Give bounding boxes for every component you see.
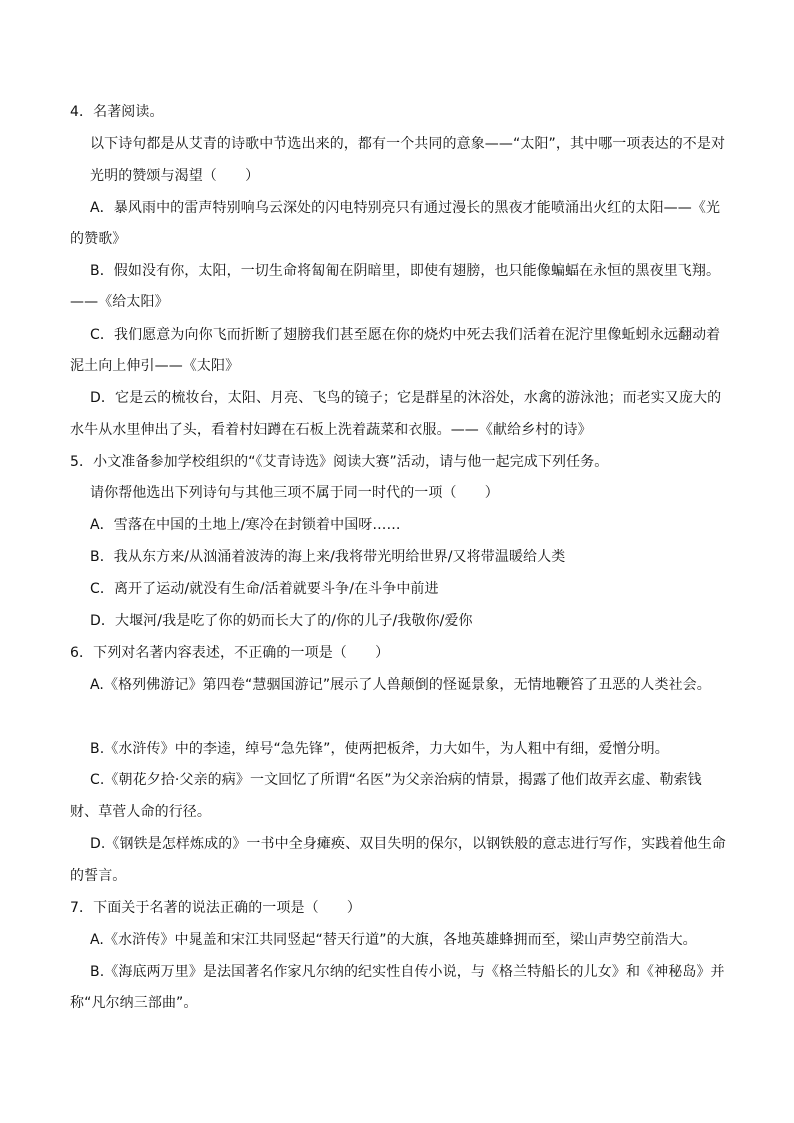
q6-option-a: A.《格列佛游记》第四卷“慧骃国游记”展示了人兽颠倒的怪诞景象，无情地鞭笞了丑恶的人类社会。 xyxy=(90,677,711,693)
q4-option-c-line2: 泥土向上伸引——《太阳》 xyxy=(70,358,240,374)
q5-title: 5．小文准备参加学校组织的“《艾青诗选》阅读大赛”活动，请与他一起完成下列任务。 xyxy=(70,454,609,470)
q4-option-b-line2: ——《给太阳》 xyxy=(70,294,169,310)
q6-option-c-line1: C.《朝花夕拾·父亲的病》一文回忆了所谓“名医”为父亲治病的情景，揭露了他们故弄玄虚、勒索钱 xyxy=(90,772,702,788)
q4-option-d-line2: 水牛从水里伸出了头，看着村妇蹲在石板上洗着蔬菜和衣服。——《献给乡村的诗》 xyxy=(70,422,592,438)
q7-title: 7．下面关于名著的说法正确的一项是（ ） xyxy=(70,900,362,916)
q7-option-b-line1: B.《海底两万里》是法国著名作家凡尔纳的纪实性自传小说，与《格兰特船长的儿女》和《神秘岛》并 xyxy=(90,964,725,980)
q4-option-d-line1: D．它是云的梳妆台，太阳、月亮、飞鸟的镜子；它是群星的沐浴处，水禽的游泳池；而老实又庞大的 xyxy=(90,390,722,406)
q5-option-a: A．雪落在中国的土地上/寒冷在封锁着中国呀…… xyxy=(90,517,401,533)
q6-option-d-line1: D.《钢铁是怎样炼成的》一书中全身瘫痪、双目失明的保尔，以钢铁般的意志进行写作，实践着他生命 xyxy=(90,836,726,852)
q6-title: 6．下列对名著内容表述，不正确的一项是（ ） xyxy=(70,645,390,661)
q4-stem-line2: 光明的赞颂与渴望（ ） xyxy=(90,168,260,184)
q5-option-b: B．我从东方来/从汹涌着波涛的海上来/我将带光明给世界/又将带温暖给人类 xyxy=(90,549,566,565)
q4-option-b-line1: B．假如没有你，太阳，一切生命将匐匍在阴暗里，即使有翅膀，也只能像蝙蝠在永恒的黑夜里飞翔。 xyxy=(90,263,721,279)
q7-option-b-line2: 称“凡尔纳三部曲”。 xyxy=(70,995,198,1011)
q6-option-c-line2: 财、草菅人命的行径。 xyxy=(70,804,211,820)
q4-stem-line1: 以下诗句都是从艾青的诗歌中节选出来的，都有一个共同的意象——“太阳”，其中哪一项表达的不是对 xyxy=(90,136,726,152)
q5-stem: 请你帮他选出下列诗句与其他三项不属于同一时代的一项（ ） xyxy=(90,485,499,501)
q6-option-d-line2: 的誓言。 xyxy=(70,868,127,884)
q6-option-b: B.《水浒传》中的李逵，绰号“急先锋”，使两把板斧，力大如牛，为人粗中有细，爱憎分明。 xyxy=(90,741,669,757)
q4-title: 4．名著阅读。 xyxy=(70,104,164,120)
q4-option-c-line1: C．我们愿意为向你飞而折断了翅膀我们甚至愿在你的烧灼中死去我们活着在泥泞里像蚯蚓永远翻动着 xyxy=(90,327,721,343)
q4-option-a-line1: A．暴风雨中的雷声特别响乌云深处的闪电特别亮只有通过漫长的黑夜才能喷涌出火红的太阳——《光 xyxy=(90,200,721,216)
q4-option-a-line2: 的赞歌》 xyxy=(70,231,127,247)
q5-option-d: D．大堰河/我是吃了你的奶而长大了的/你的儿子/我敬你/爱你 xyxy=(90,613,473,629)
q7-option-a: A.《水浒传》中晁盖和宋江共同竖起“替天行道”的大旗，各地英雄蜂拥而至，梁山声势空前浩大。 xyxy=(90,932,697,948)
q5-option-c: C．离开了运动/就没有生命/活着就要斗争/在斗争中前进 xyxy=(90,581,439,597)
